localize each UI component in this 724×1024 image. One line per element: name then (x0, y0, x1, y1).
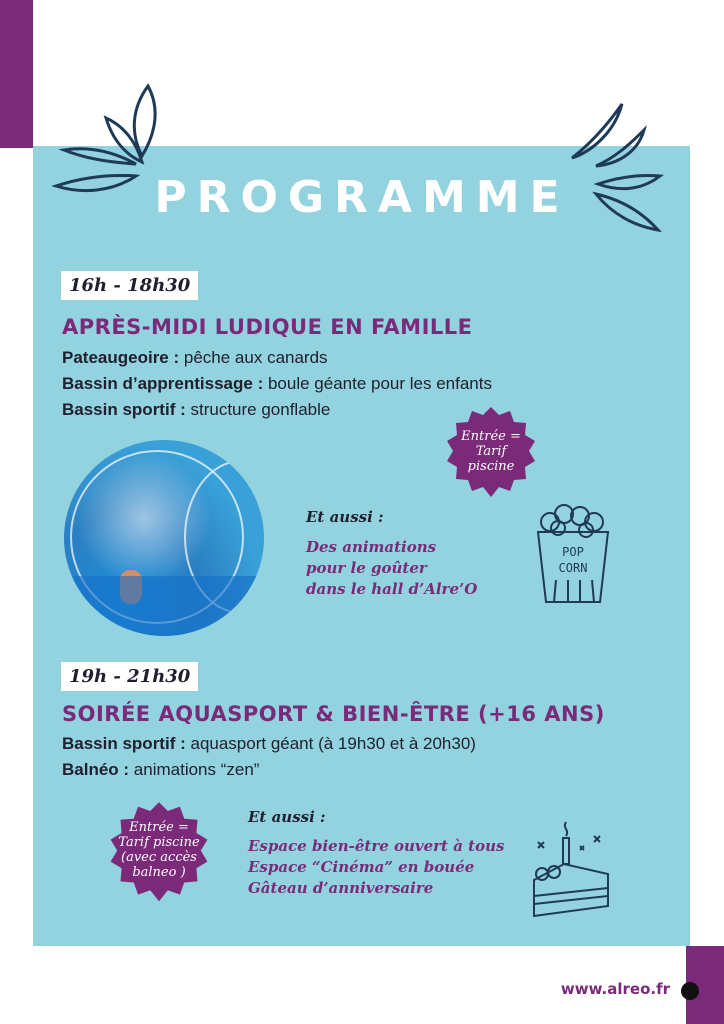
corner-accent-top (0, 0, 33, 148)
activity-line (62, 760, 259, 780)
badge-line: Tarif (475, 444, 507, 459)
activity-key: Pateaugeoire : (62, 348, 180, 367)
water-ball-photo (64, 440, 264, 636)
activity-key: Bassin d’apprentissage : (62, 374, 264, 393)
activity-value: animations “zen” (133, 760, 260, 779)
time-pill-afternoon: 16h - 18h30 (61, 271, 198, 300)
popcorn-icon (528, 500, 618, 608)
also-list (306, 537, 477, 600)
badge-line: Tarif piscine (118, 835, 200, 850)
badge-line: Entrée = (461, 429, 521, 444)
time-pill-evening: 19h - 21h30 (61, 662, 198, 691)
activity-key: Balnéo : (62, 760, 130, 779)
also-line: Espace “Cinéma” en bouée (248, 858, 475, 876)
price-badge (104, 800, 214, 910)
activity-line (62, 400, 330, 420)
activity-value: pêche aux canards (183, 348, 328, 367)
page-title: PROGRAMME (154, 172, 570, 223)
section-heading-afternoon: APRÈS-MIDI LUDIQUE EN FAMILLE (62, 315, 473, 339)
activity-value: aquasport géant (à 19h30 et à 20h30) (190, 734, 476, 753)
badge-line: balneo ) (132, 865, 186, 880)
activity-key: Bassin sportif : (62, 734, 186, 753)
activity-line (62, 374, 492, 394)
birthday-cake-icon (528, 816, 614, 926)
also-line: Des animations (306, 538, 437, 556)
activity-line (62, 734, 476, 754)
also-line: pour le goûter (306, 559, 427, 577)
also-list (248, 836, 504, 899)
activity-key: Bassin sportif : (62, 400, 186, 419)
badge-line: Entrée = (129, 820, 189, 835)
also-label: Et aussi : (306, 508, 384, 526)
also-line: Gâteau d’anniversaire (248, 879, 434, 897)
popcorn-label: POP (562, 545, 584, 559)
activity-line (62, 348, 328, 368)
footer-dot-icon (681, 982, 699, 1000)
section-heading-evening: SOIRÉE AQUASPORT & BIEN-ÊTRE (+16 ANS) (62, 702, 605, 726)
activity-value: structure gonflable (190, 400, 331, 419)
badge-line: (avec accès (121, 850, 197, 865)
activity-value: boule géante pour les enfants (267, 374, 492, 393)
popcorn-label: CORN (558, 561, 588, 575)
also-line: dans le hall d’Alre’O (306, 580, 478, 598)
also-label: Et aussi : (248, 808, 326, 826)
badge-line: piscine (467, 459, 515, 474)
also-line: Espace bien-être ouvert à tous (248, 837, 505, 855)
website-url[interactable]: www.alreo.fr (560, 980, 670, 998)
price-badge (441, 405, 541, 505)
